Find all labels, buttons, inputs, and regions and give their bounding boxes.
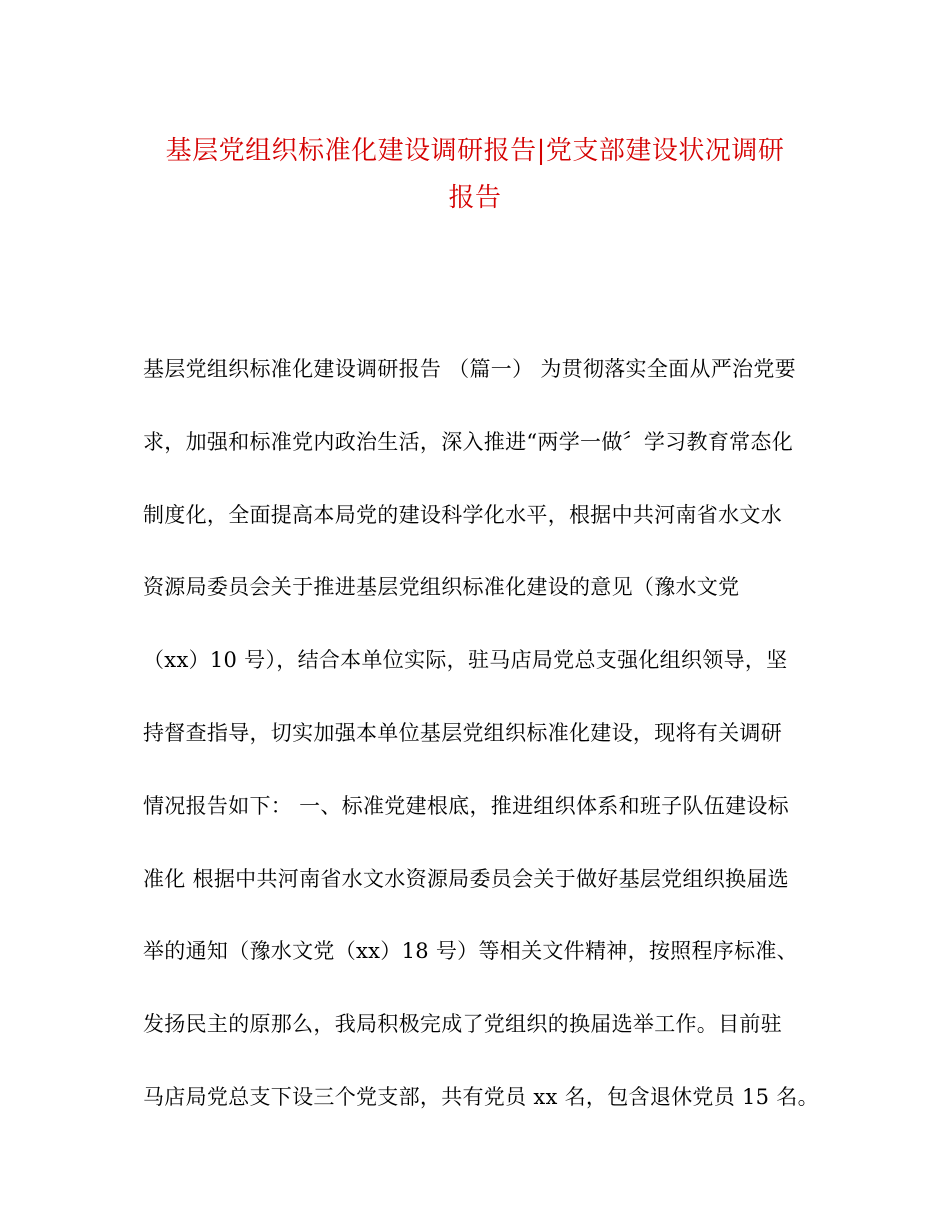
document-title — [120, 128, 830, 222]
body-line: 准化 根据中共河南省水文水资源局委员会关于做好基层党组织换届选 — [143, 866, 789, 891]
body-line: 资源局委员会关于推进基层党组织标准化建设的意见（豫水文党 — [143, 575, 740, 600]
body-line: 求，加强和标准党内政治生活，深入推进“两学一做〞学习教育常态化 — [143, 429, 794, 454]
body-line: 举的通知（豫水文党（xx）18 号）等相关文件精神，按照程序标准、 — [143, 939, 798, 964]
title-line-1: 基层党组织标准化建设调研报告|党支部建设状况调研 — [165, 136, 785, 166]
body-line: 发扬民主的原那么，我局积极完成了党组织的换届选举工作。目前驻 — [143, 1012, 782, 1037]
body-line: 马店局党总支下设三个党支部，共有党员 xx 名，包含退休党员 15 名。 — [143, 1084, 819, 1109]
title-line-2: 报告 — [448, 183, 502, 213]
body-line: 制度化，全面提高本局党的建设科学化水平，根据中共河南省水文水 — [143, 502, 782, 527]
body-line: 基层党组织标准化建设调研报告 （篇一） 为贯彻落实全面从严治党要 — [143, 357, 796, 381]
body-line: 持督查指导，切实加强本单位基层党组织标准化建设，现将有关调研 — [143, 720, 782, 745]
body-line: （xx）10 号），结合本单位实际，驻马店局党总支强化组织领导，坚 — [143, 648, 788, 673]
document-body — [143, 333, 819, 1134]
body-line: 情况报告如下： 一、标准党建根底，推进组织体系和班子队伍建设标 — [143, 793, 789, 818]
